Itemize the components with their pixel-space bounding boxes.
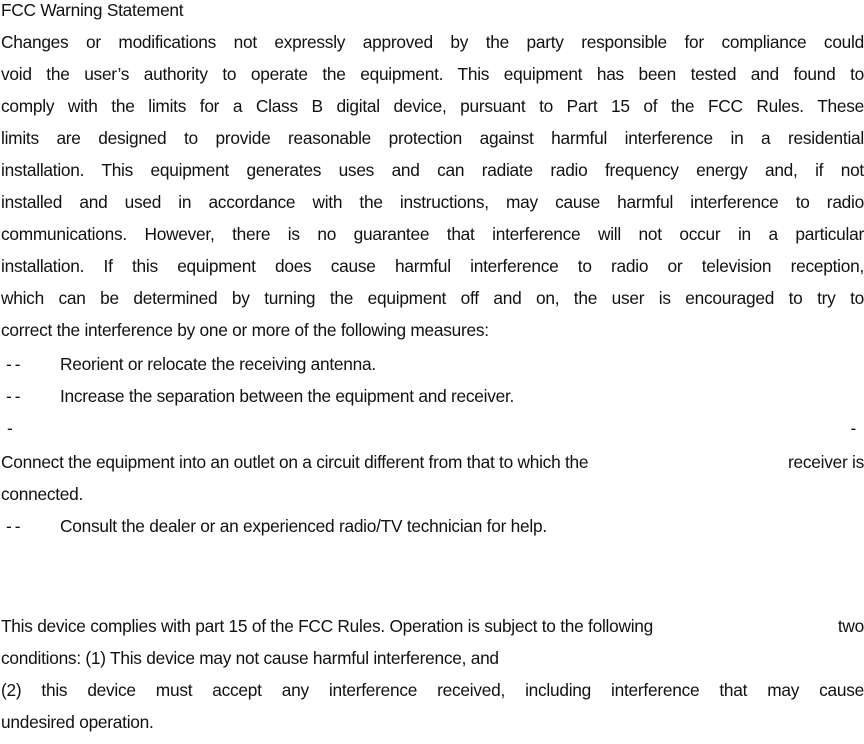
document-title: FCC Warning Statement [1,0,184,20]
bullet-text-1: Reorient or relocate the receiving antenna. [60,354,376,374]
bullet-text-4: Consult the dealer or an experienced radio/TV technician for help. [60,516,547,536]
stray-dash-left: - [7,418,13,438]
bullet-item-2 [1,386,864,418]
paragraph1-line-9: which can be determined by turning the equipment off and on, the user is encouraged to try to [1,288,864,308]
paragraph1-line-2: void the user’s authority to operate the equipment. This equipment has been tested and found to [1,64,864,84]
bullet-text-2: Increase the separation between the equipment and receiver. [60,386,515,406]
paragraph2-line-1 [1,616,864,648]
paragraph1-line-7: communications. However, there is no guarantee that interference will not occur in a particular [1,224,864,244]
paragraph1-line-3: comply with the limits for a Class B digital device, pursuant to Part 15 of the FCC Rules. These [1,96,864,116]
paragraph2-line-1-left: This device complies with part 15 of the FCC Rules. Operation is subject to the following [1,616,654,636]
stray-dash-right: - [850,418,856,438]
stray-dash-row [1,418,864,450]
paragraph2-line-4: undesired operation. [1,712,154,732]
bullet-marker: -- [6,354,24,374]
bullet-item-3-line-2: connected. [1,484,84,504]
bullet-text-3: Connect the equipment into an outlet on a circuit different from that to which the [1,452,589,472]
paragraph1-line-8: installation. If this equipment does cause harmful interference to radio or television reception, [1,256,864,276]
paragraph1-line-10: correct the interference by one or more of the following measures: [1,320,489,340]
bullet-marker: -- [6,386,24,406]
bullet-item-4 [1,516,864,548]
paragraph1-line-1: Changes or modifications not expressly approved by the party responsible for compliance could [1,32,864,52]
bullet-item-3-line-1 [1,452,864,484]
bullet-marker: -- [6,516,24,536]
paragraph2-line-2: conditions: (1) This device may not cause harmful interference, and [1,648,499,668]
paragraph1-line-5: installation. This equipment generates uses and can radiate radio frequency energy and, if not [1,160,864,180]
paragraph1-line-4: limits are designed to provide reasonable protection against harmful interference in a residential [1,128,864,148]
paragraph1-line-6: installed and used in accordance with the instructions, may cause harmful interference to radio [1,192,864,212]
bullet-text-3-tail: receiver is [788,452,864,472]
paragraph2-line-3: (2) this device must accept any interference received, including interference that may cause [1,680,864,700]
paragraph2-line-1-right: two [837,616,864,636]
bullet-item-1 [1,354,864,386]
